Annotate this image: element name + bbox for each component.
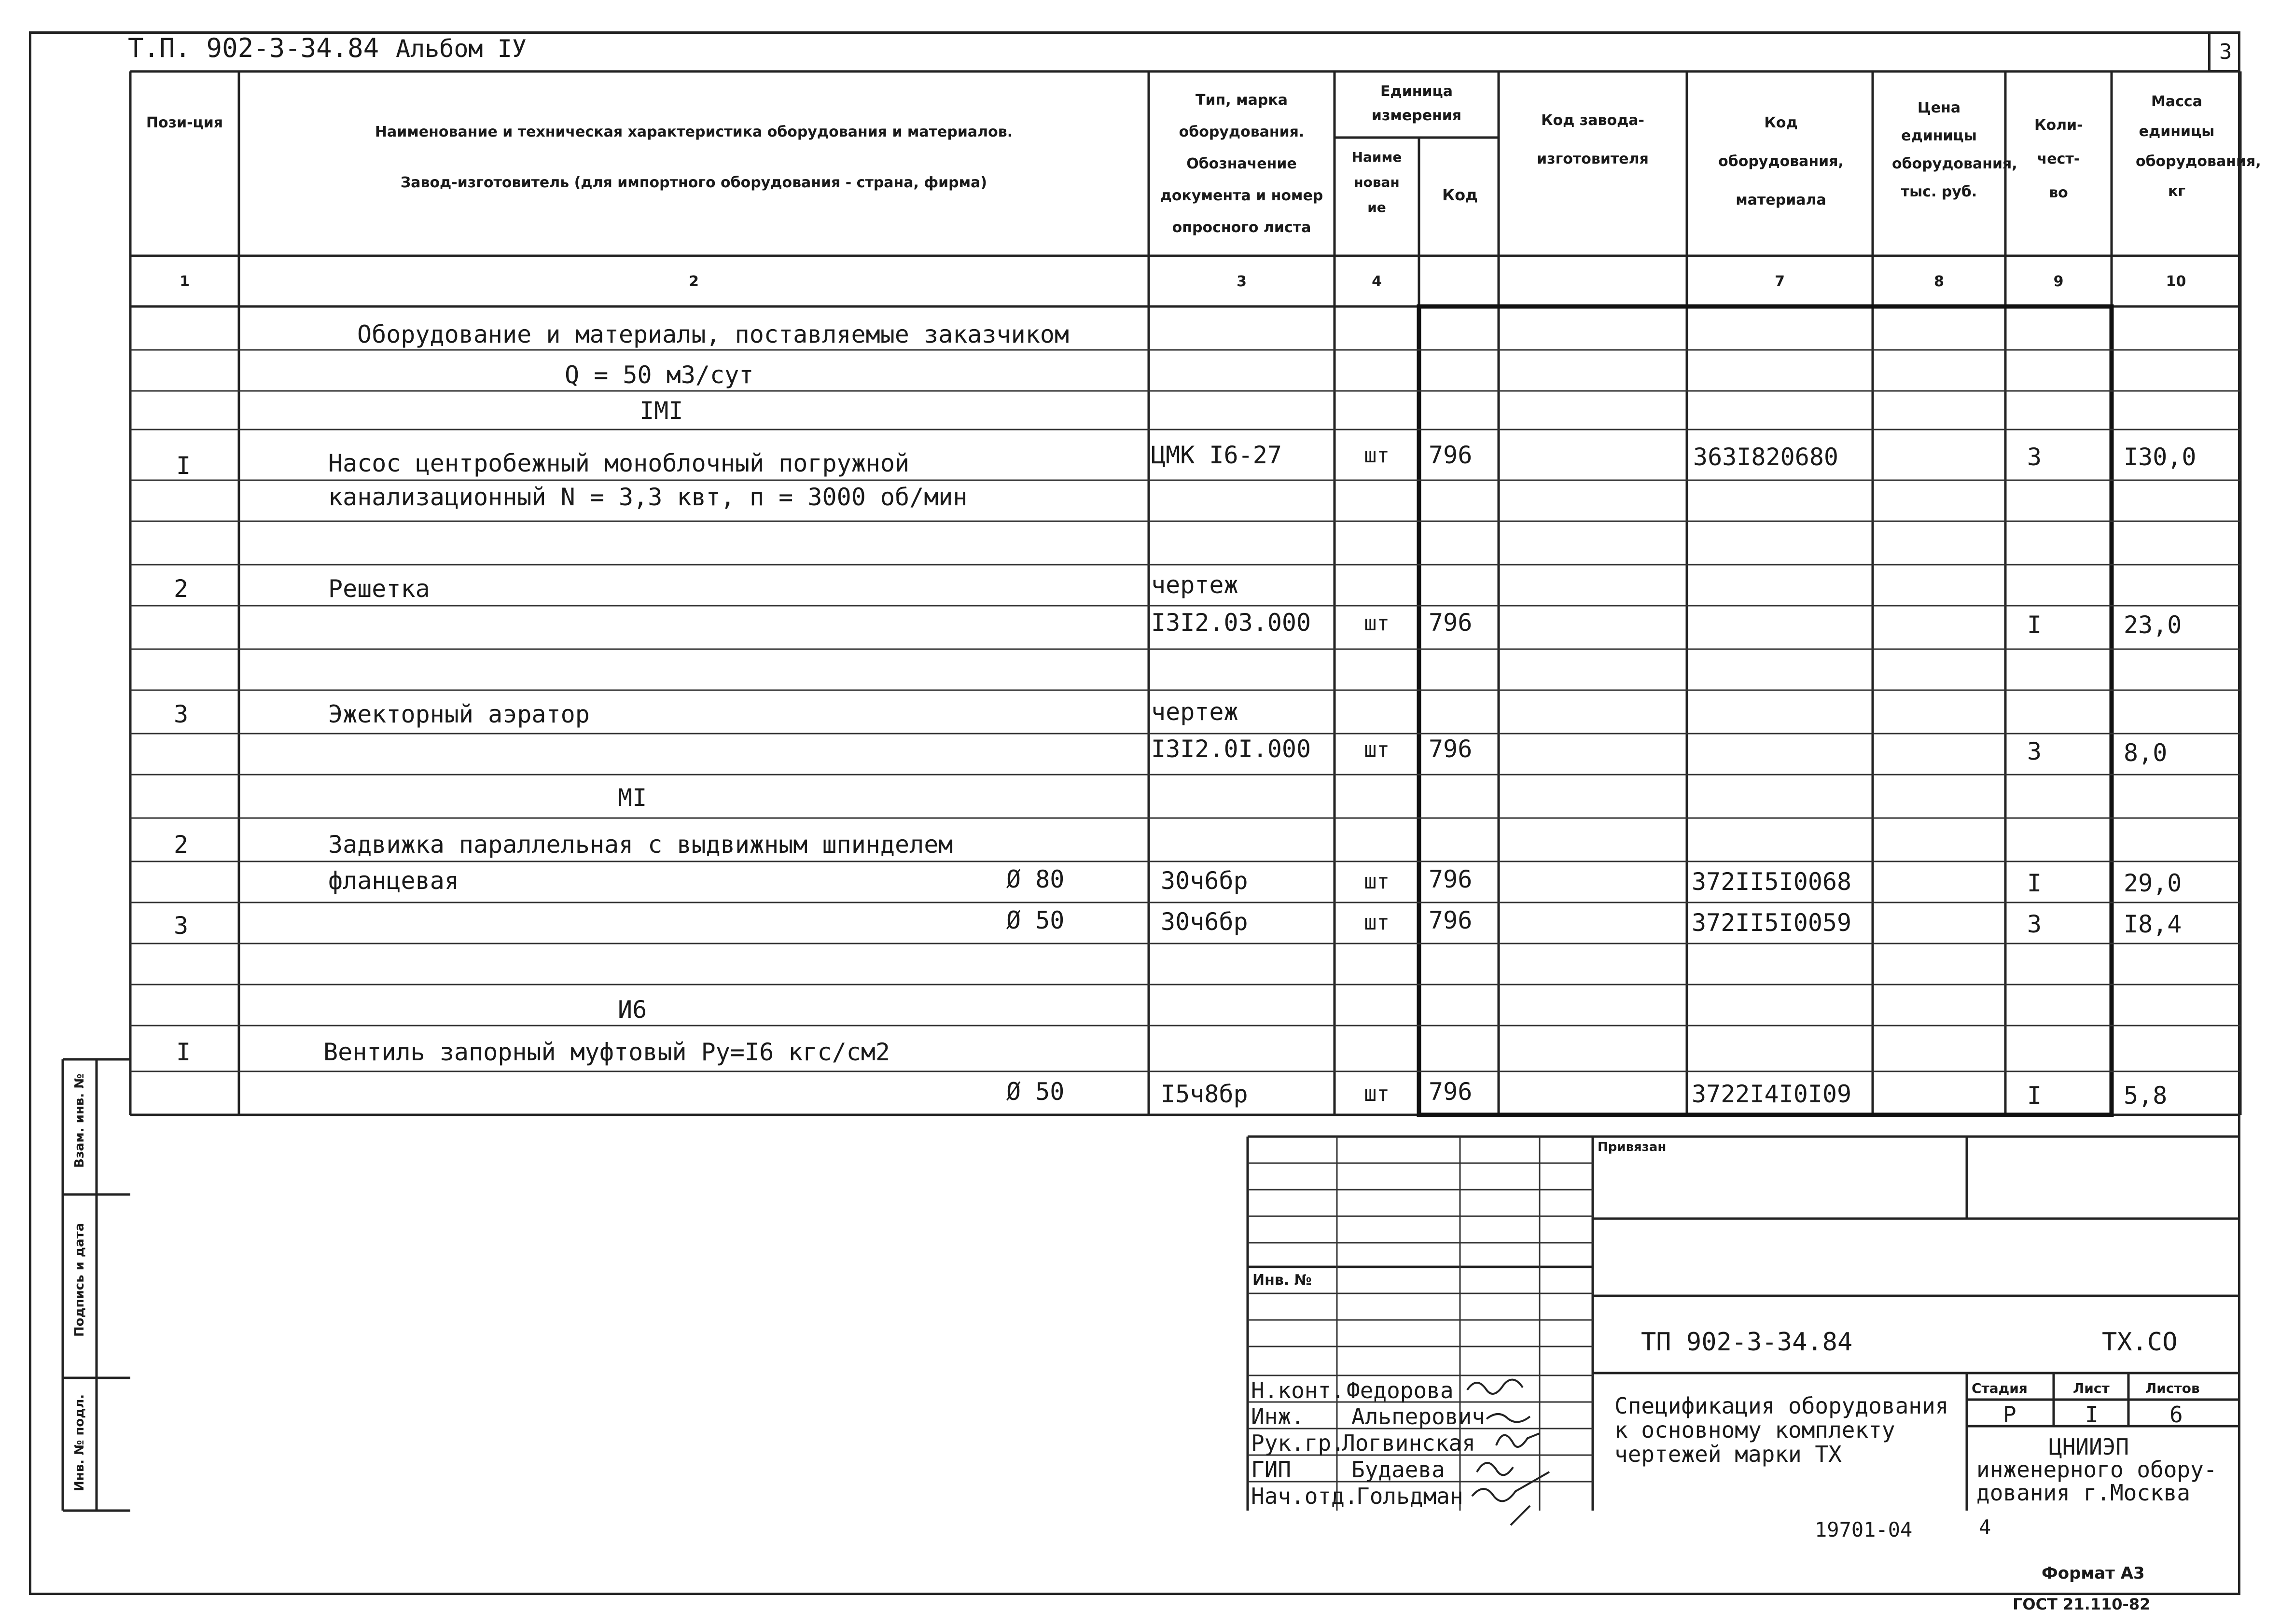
stamp-org-3: дования г.Москва [1976,1480,2191,1506]
table-row-mass: 29,0 [2124,869,2182,897]
table-row-unit: шт [1364,910,1390,935]
col-num-9: 9 [2053,273,2064,290]
header-mass: Масса единицы оборудования, кг [2136,93,2261,200]
footer-page: 4 [1979,1515,1991,1539]
table-row-pos: I [176,452,191,480]
sidebar-vzam: Взам. инв. № [72,1073,87,1168]
table-row-type: I3I2.0I.000 [1151,735,1311,763]
table-row-type: чертеж [1151,571,1238,599]
table-row-mass: 5,8 [2124,1082,2168,1110]
section-heading: Оборудование и материалы, поставляемые заказчиком [357,320,1070,348]
stamp-title-1: Спецификация оборудования [1614,1393,1949,1419]
table-row-type: 30ч6бр [1161,867,1248,895]
table-row-dia: Ø 50 [1006,1078,1065,1106]
signer-name: Альперович [1351,1403,1485,1430]
table-row-unit: шт [1364,869,1390,894]
sheet-corner-number: 3 [2219,40,2232,64]
col-num-1: 1 [180,273,190,290]
table-row-qty: I [2027,1082,2042,1110]
header-name-line2: Завод-изготовитель (для импортного оборудования - страна, фирма) [400,174,987,191]
header-unit-group: Единица измерения [1371,83,1462,124]
flow-rate: Q = 50 м3/сут [565,361,754,389]
stamp-org-1: ЦНИИЭП [2049,1434,2129,1460]
table-row-mass: I30,0 [2124,443,2197,471]
header-factory-code: Код завода-изготовителя [1537,112,1649,167]
signer-role: Инж. [1251,1403,1305,1430]
signer-role: Рук.гр. [1251,1430,1345,1456]
table-row-qty: I [2027,611,2042,639]
footer-format: Формат А3 [2042,1564,2145,1583]
table-row-mass: I8,4 [2124,910,2182,938]
signer-role: Нач.отд. [1251,1483,1358,1509]
group-i6: И6 [618,996,647,1024]
table-row-eq-code: 372II5I0068 [1692,868,1852,896]
table-row-unit: шт [1364,611,1390,636]
signer-name: Федорова [1347,1377,1454,1403]
table-row-pos: I [176,1038,191,1066]
header-qty: Коли-чест-во [2034,117,2083,201]
stamp-sheet-label: Лист [2073,1380,2110,1396]
table-row-name: Вентиль запорный муфтовый Ру=I6 кгс/см2 [323,1038,890,1066]
table-row-code: 796 [1429,609,1473,637]
table-row-dia: Ø 50 [1006,906,1065,934]
sidebar-podpis: Подпись и дата [72,1222,87,1337]
footer-gost: ГОСТ 21.110-82 [2013,1595,2151,1613]
table-row-code: 796 [1429,906,1473,934]
group-mi: МI [618,784,647,812]
header-unit-code: Код [1442,186,1478,204]
table-row-type: I3I2.03.000 [1151,609,1311,637]
table-row-name: Решетка [328,575,430,603]
stamp-sheets-label: Листов [2145,1380,2200,1396]
table-row-mass: 23,0 [2124,611,2182,639]
table-row-type: I5ч8бр [1161,1080,1248,1108]
col-num-10: 10 [2166,273,2186,290]
table-row-mass: 8,0 [2124,739,2168,767]
doc-code-header: Т.П. 902-3-34.84 [128,33,379,63]
col-num-3: 3 [1237,273,1247,290]
table-row-code: 796 [1429,441,1473,469]
header-equipment-code: Код оборудования, материала [1718,114,1844,208]
header-name-line1: Наименование и техническая характеристика оборудования и материалов. [375,124,1013,140]
stamp-doc-code: ТП 902-3-34.84 [1641,1328,1853,1357]
table-row-pos: 3 [174,700,189,728]
table-row-eq-code: 372II5I0059 [1692,909,1852,937]
col-num-2: 2 [689,273,699,290]
table-row-name: Задвижка параллельная с выдвижным шпинделем [328,831,953,859]
stamp-inv-no: Инв. № [1252,1272,1312,1289]
table-row-code: 796 [1429,1078,1473,1106]
table-row-qty: 3 [2027,737,2042,765]
table-row-eq-code: 363I820680 [1693,443,1839,471]
signer-name: Логвинская [1342,1430,1475,1456]
stamp-sheet: I [2085,1402,2099,1428]
stamp-privyazan: Привязан [1598,1140,1667,1154]
sidebar-inv-podl: Инв. № подл. [72,1394,87,1491]
table-row-eq-code: 3722I4I0I09 [1692,1080,1852,1108]
stamp-stage-label: Стадия [1972,1380,2028,1396]
stamp-title-2: к основному комплекту [1614,1417,1895,1443]
table-row-type: 30ч6бр [1161,908,1248,936]
table-row-qty: I [2027,869,2042,897]
table-row-type: чертеж [1151,698,1238,726]
table-row-code: 796 [1429,865,1473,893]
table-row-unit: шт [1364,737,1390,762]
table-row-unit: шт [1364,1082,1390,1106]
table-row-name: Эжекторный аэратор [328,700,590,728]
table-row-qty: 3 [2027,443,2042,471]
table-row-code: 796 [1429,735,1473,763]
stamp-title-3: чертежей марки ТХ [1614,1441,1842,1467]
stamp-sheets: 6 [2169,1402,2183,1428]
col-num-4: 4 [1372,273,1382,290]
table-row-name: канализационный N = 3,3 квт, п = 3000 об/мин [328,483,968,511]
header-type: Тип, марка оборудования. Обозначение документа и номер опросного листа [1160,92,1323,236]
table-row-pos: 2 [174,831,189,859]
header-price: Цена единицы оборудования, тыс. руб. [1892,99,2017,200]
table-row-pos: 3 [174,912,189,940]
table-row-pos: 2 [174,575,189,603]
stamp-org-2: инженерного обору- [1976,1457,2217,1483]
header-position: Пози-ция [146,114,223,131]
signer-name: Будаева [1351,1457,1445,1483]
signer-role: Н.конт. [1251,1377,1345,1403]
signer-role: ГИП [1251,1457,1292,1483]
table-row-type: ЦМК I6-27 [1151,441,1282,469]
stamp-mark: ТХ.СО [2102,1328,2178,1357]
stamp-stage: Р [2003,1402,2016,1428]
footer-number: 19701-04 [1815,1518,1913,1541]
table-row-name: фланцевая [328,867,459,895]
table-row-name: Насос центробежный моноблочный погружной [328,449,910,477]
table-row-dia: Ø 80 [1006,865,1065,893]
group-imi: IМI [640,397,683,425]
header-unit-name: Наименование [1351,149,1402,215]
col-num-7: 7 [1775,273,1785,290]
signer-name: Гольдман [1356,1483,1463,1509]
album-label: Альбом IУ [396,35,527,63]
table-row-qty: 3 [2027,910,2042,938]
col-num-8: 8 [1934,273,1944,290]
table-row-unit: шт [1364,443,1390,468]
